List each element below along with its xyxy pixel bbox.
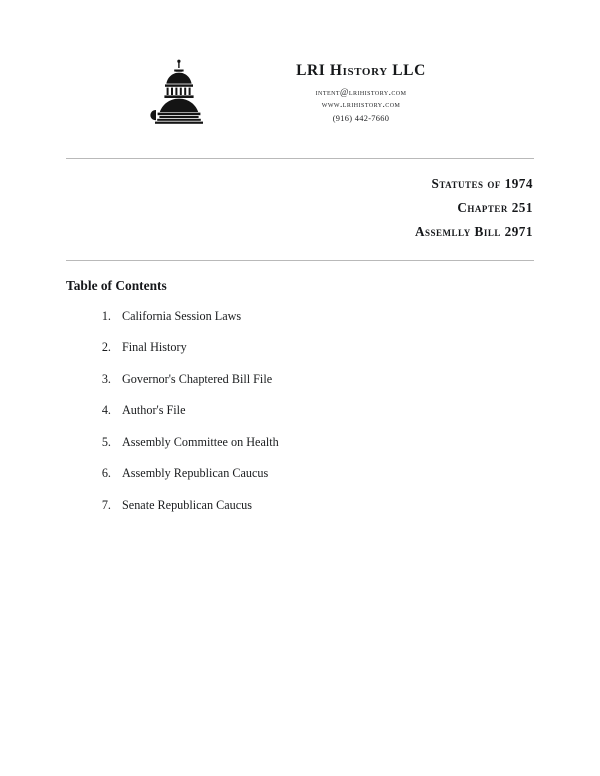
org-email: intent@lrihistory.com bbox=[315, 87, 407, 97]
statute-bill: Assemlly Bill 2971 bbox=[415, 224, 533, 239]
org-identity bbox=[212, 56, 534, 123]
toc-item-label: Assembly Republican Caucus bbox=[122, 466, 269, 481]
statute-heading bbox=[66, 159, 534, 240]
statute-chapter: Chapter 251 bbox=[457, 200, 533, 215]
capitol-dome-icon bbox=[148, 58, 212, 128]
toc-item-label: California Session Laws bbox=[122, 309, 242, 323]
org-name: LRI History LLC bbox=[296, 62, 426, 79]
org-website: www.lrihistory.com bbox=[321, 99, 401, 109]
statute-year: Statutes of 1974 bbox=[431, 176, 533, 191]
divider-bottom bbox=[66, 260, 534, 261]
list-item[interactable] bbox=[114, 402, 534, 418]
list-item[interactable] bbox=[114, 308, 534, 324]
list-item[interactable] bbox=[114, 371, 534, 387]
toc-item-label: Assembly Committee on Health bbox=[122, 434, 279, 449]
toc-heading: Table of Contents bbox=[66, 278, 167, 293]
toc-item-label: Senate Republican Caucus bbox=[122, 497, 252, 512]
toc-list bbox=[66, 308, 534, 513]
list-item[interactable] bbox=[114, 497, 534, 513]
toc-item-label: Governor's Chaptered Bill File bbox=[122, 371, 273, 386]
toc-item-label: Final History bbox=[122, 340, 187, 355]
org-phone: (916) 442-7660 bbox=[332, 114, 390, 123]
list-item[interactable] bbox=[114, 465, 534, 481]
toc-item-label: Author's File bbox=[122, 403, 186, 418]
list-item[interactable] bbox=[114, 434, 534, 450]
letterhead bbox=[66, 0, 534, 128]
list-item[interactable] bbox=[114, 339, 534, 355]
